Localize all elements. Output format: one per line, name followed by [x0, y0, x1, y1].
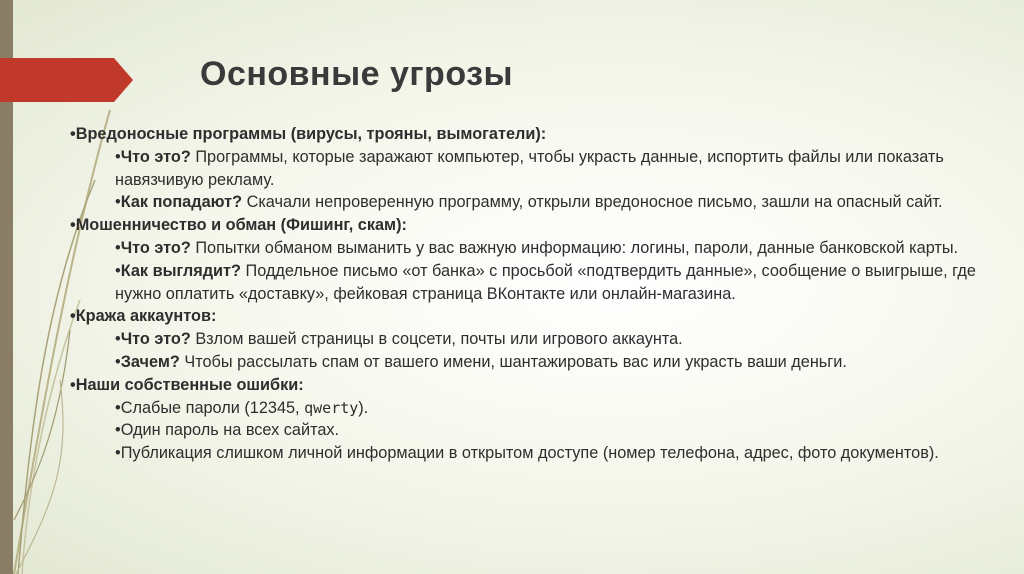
slide-title: Основные угрозы	[200, 55, 514, 93]
bullet-item: •Как выглядит? Поддельное письмо «от банка» с просьбой «подтвердить данные», сообщение о выигрыше, где нужно оплатить «доставку», фейковая страница ВКонтакте или онлайн-магазина.	[115, 261, 976, 303]
bullet-item: •Публикация слишком личной информации в открытом доступе (номер телефона, адрес, фото документов).	[115, 444, 939, 463]
bullet-item: •Что это? Взлом вашей страницы в соцсети, почты или игрового аккаунта.	[115, 330, 683, 349]
section-heading: •Кража аккаунтов:	[70, 307, 217, 326]
bullet-item: •Что это? Программы, которые заражают компьютер, чтобы украсть данные, испортить файлы или показать навязчивую рекламу.	[115, 147, 944, 189]
bullet-item: •Как попадают? Скачали непроверенную программу, открыли вредоносное письмо, зашли на опасный сайт.	[115, 193, 943, 212]
bullet-item: •Что это? Попытки обманом выманить у вас важную информацию: логины, пароли, данные банковской карты.	[115, 238, 959, 257]
bullet-item: •Зачем? Чтобы рассылать спам от вашего имени, шантажировать вас или украсть ваши деньги.	[115, 352, 847, 371]
bullet-item: •Один пароль на всех сайтах.	[115, 421, 340, 440]
bullet-item: •Слабые пароли (12345, qwerty).	[115, 398, 369, 417]
section-heading: •Вредоносные программы (вирусы, трояны, вымогатели):	[70, 125, 547, 143]
title-accent-tab	[0, 58, 133, 102]
section-heading: •Наши собственные ошибки:	[70, 375, 304, 394]
section-heading: •Мошенничество и обман (Фишинг, скам):	[70, 216, 407, 235]
slide-content	[70, 123, 990, 465]
